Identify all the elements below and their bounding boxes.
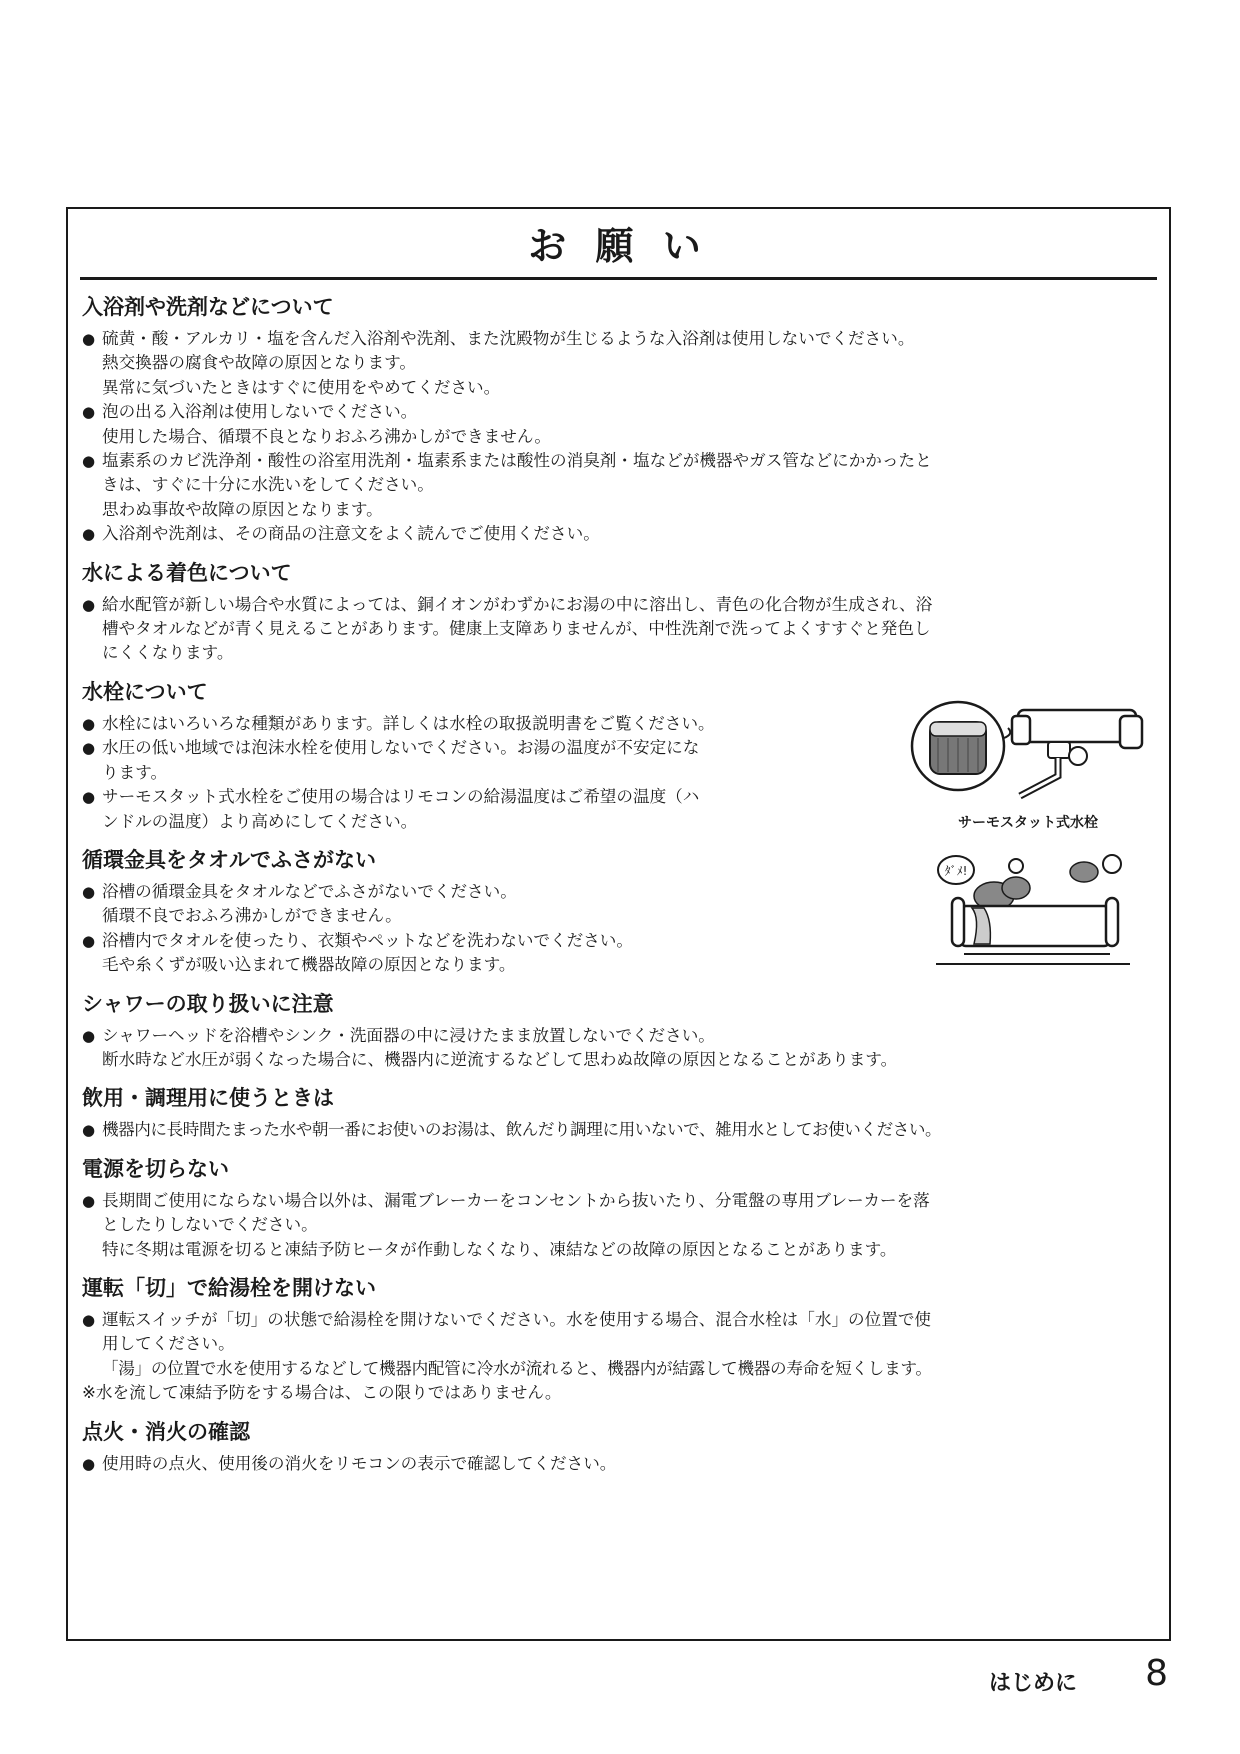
- figure-caption: サーモスタット式水栓: [958, 814, 1098, 831]
- figure-exclamation: ﾀﾞﾒ!: [944, 863, 968, 878]
- bullet-icon: ●: [82, 739, 96, 758]
- text-line: 入浴剤や洗剤は、その商品の注意文をよく読んでご使用ください。: [102, 524, 600, 544]
- faucet-icon: [908, 698, 1148, 808]
- title-divider: [80, 277, 1157, 280]
- section-heading: 水栓について: [82, 679, 208, 704]
- notice-content: [82, 293, 1157, 1488]
- section-power: [82, 1155, 1157, 1262]
- text-line: 特に冬期は電源を切ると凍結予防ヒータが作動しなくなり、凍結などの故障の原因となることがあります。: [102, 1239, 897, 1259]
- text-line: 異常に気づいたときはすぐに使用をやめてください。: [102, 377, 501, 397]
- bullet-icon: ●: [82, 714, 96, 733]
- section-shower-handling: [82, 990, 1157, 1073]
- section-heading: 電源を切らない: [82, 1156, 229, 1181]
- section-water-coloring: [82, 559, 1157, 666]
- section-heading: 水による着色について: [82, 560, 292, 585]
- bathtub-towel-illustration: [934, 848, 1134, 973]
- section-heading: 入浴剤や洗剤などについて: [82, 295, 334, 319]
- text-line: 塩素系のカビ洗浄剤・酸性の浴室用洗剤・塩素系または酸性の消臭剤・塩などが機器やガス管などにかかったと: [102, 451, 932, 471]
- footer-section-label: はじめに: [988, 1671, 1077, 1696]
- text-line: 運転スイッチが「切」の状態で給湯栓を開けないでください。水を使用する場合、混合水栓は「水」の位置で使: [102, 1309, 932, 1329]
- text-line: 断水時など水圧が弱くなった場合に、機器内に逆流するなどして思わぬ故障の原因となることがあります。: [102, 1049, 898, 1069]
- section-heading: 飲用・調理用に使うときは: [82, 1086, 334, 1111]
- section-heading: 循環金具をタオルでふさがない: [82, 847, 376, 872]
- section-heading: 点火・消火の確認: [82, 1419, 250, 1444]
- text-line: としたりしないでください。: [102, 1215, 318, 1235]
- section-faucet: [82, 678, 1157, 834]
- note-line: ※水を流して凍結予防をする場合は、この限りではありません。: [82, 1383, 562, 1403]
- text-line: 使用時の点火、使用後の消火をリモコンの表示で確認してください。: [102, 1453, 617, 1473]
- text-line: にくくなります。: [102, 643, 234, 663]
- bullet-icon: ●: [82, 1191, 96, 1210]
- bullet-icon: ●: [82, 931, 96, 950]
- bullet-icon: ●: [82, 330, 96, 348]
- bullet-icon: ●: [82, 1121, 96, 1140]
- bullet-icon: ●: [82, 403, 96, 422]
- text-line: 水圧の低い地域では泡沫水栓を使用しないでください。お湯の温度が不安定にな: [102, 738, 700, 758]
- text-line: 機器内に長時間たまった水や朝一番にお使いのお湯は、飲んだり調理に用いないで、雑用水としてお使いください。: [102, 1120, 942, 1140]
- text-line: 循環不良でおふろ沸かしができません。: [102, 906, 402, 926]
- text-line: 毛や糸くずが吸い込まれて機器故障の原因となります。: [102, 955, 516, 975]
- section-heading: シャワーの取り扱いに注意: [82, 991, 334, 1016]
- text-line: ンドルの温度）より高めにしてください。: [102, 811, 418, 831]
- text-line: 長期間ご使用にならない場合以外は、漏電ブレーカーをコンセントから抜いたり、分電盤の専用ブレーカーを落: [102, 1190, 930, 1210]
- bullet-icon: ●: [82, 595, 96, 614]
- text-line: 硫黄・酸・アルカリ・塩を含んだ入浴剤や洗剤、また沈殿物が生じるような入浴剤は使用しないでください。: [102, 329, 915, 348]
- text-line: 用してください。: [102, 1334, 235, 1354]
- bullet-icon: ●: [82, 525, 96, 544]
- text-line: 思わぬ事故や故障の原因となります。: [102, 499, 383, 519]
- section-heading: 運転「切」で給湯栓を開けない: [82, 1275, 376, 1300]
- text-line: 泡の出る入浴剤は使用しないでください。: [102, 402, 418, 422]
- bullet-icon: ●: [82, 1026, 96, 1045]
- section-bath-additives: [82, 293, 1157, 547]
- text-line: 浴槽内でタオルを使ったり、衣類やペットなどを洗わないでください。: [102, 930, 633, 950]
- bullet-icon: ●: [82, 1310, 96, 1329]
- text-line: シャワーヘッドを浴槽やシンク・洗面器の中に浸けたまま放置しないでください。: [102, 1025, 715, 1045]
- text-line: 槽やタオルなどが青く見えることがあります。健康上支障ありませんが、中性洗剤で洗ってよくすすぐと発色し: [102, 619, 931, 639]
- text-line: 使用した場合、循環不良となりおふろ沸かしができません。: [102, 426, 552, 446]
- text-line: 水栓にはいろいろな種類があります。詳しくは水栓の取扱説明書をご覧ください。: [102, 713, 715, 733]
- thermostat-faucet-illustration: [908, 698, 1148, 833]
- section-circulation-fitting: [82, 846, 1157, 978]
- text-line: 「湯」の位置で水を使用するなどして機器内配管に冷水が流れると、機器内が結露して機器の寿命を短くします。: [102, 1358, 932, 1378]
- text-line: 浴槽の循環金具をタオルなどでふさがないでください。: [102, 881, 517, 901]
- notice-box: [66, 207, 1171, 1641]
- bathtub-icon: [934, 848, 1134, 973]
- page-title: お 願 い: [528, 224, 709, 268]
- section-hot-water-tap: [82, 1274, 1157, 1406]
- bullet-icon: ●: [82, 1454, 96, 1473]
- bullet-icon: ●: [82, 882, 96, 901]
- text-line: きは、すぐに十分に水洗いをしてください。: [102, 475, 434, 495]
- section-drinking-cooking: [82, 1084, 1157, 1142]
- text-line: 熱交換器の腐食や故障の原因となります。: [102, 353, 416, 373]
- text-line: サーモスタット式水栓をご使用の場合はリモコンの給湯温度はご希望の温度（ハ: [102, 787, 700, 807]
- text-line: 給水配管が新しい場合や水質によっては、銅イオンがわずかにお湯の中に溶出し、青色の化合物が生成され、浴: [102, 594, 933, 614]
- section-ignition-check: [82, 1418, 1157, 1476]
- page-number: 8: [1145, 1653, 1168, 1694]
- bullet-icon: ●: [82, 788, 96, 807]
- bullet-icon: ●: [82, 452, 96, 471]
- text-line: ります。: [102, 762, 168, 782]
